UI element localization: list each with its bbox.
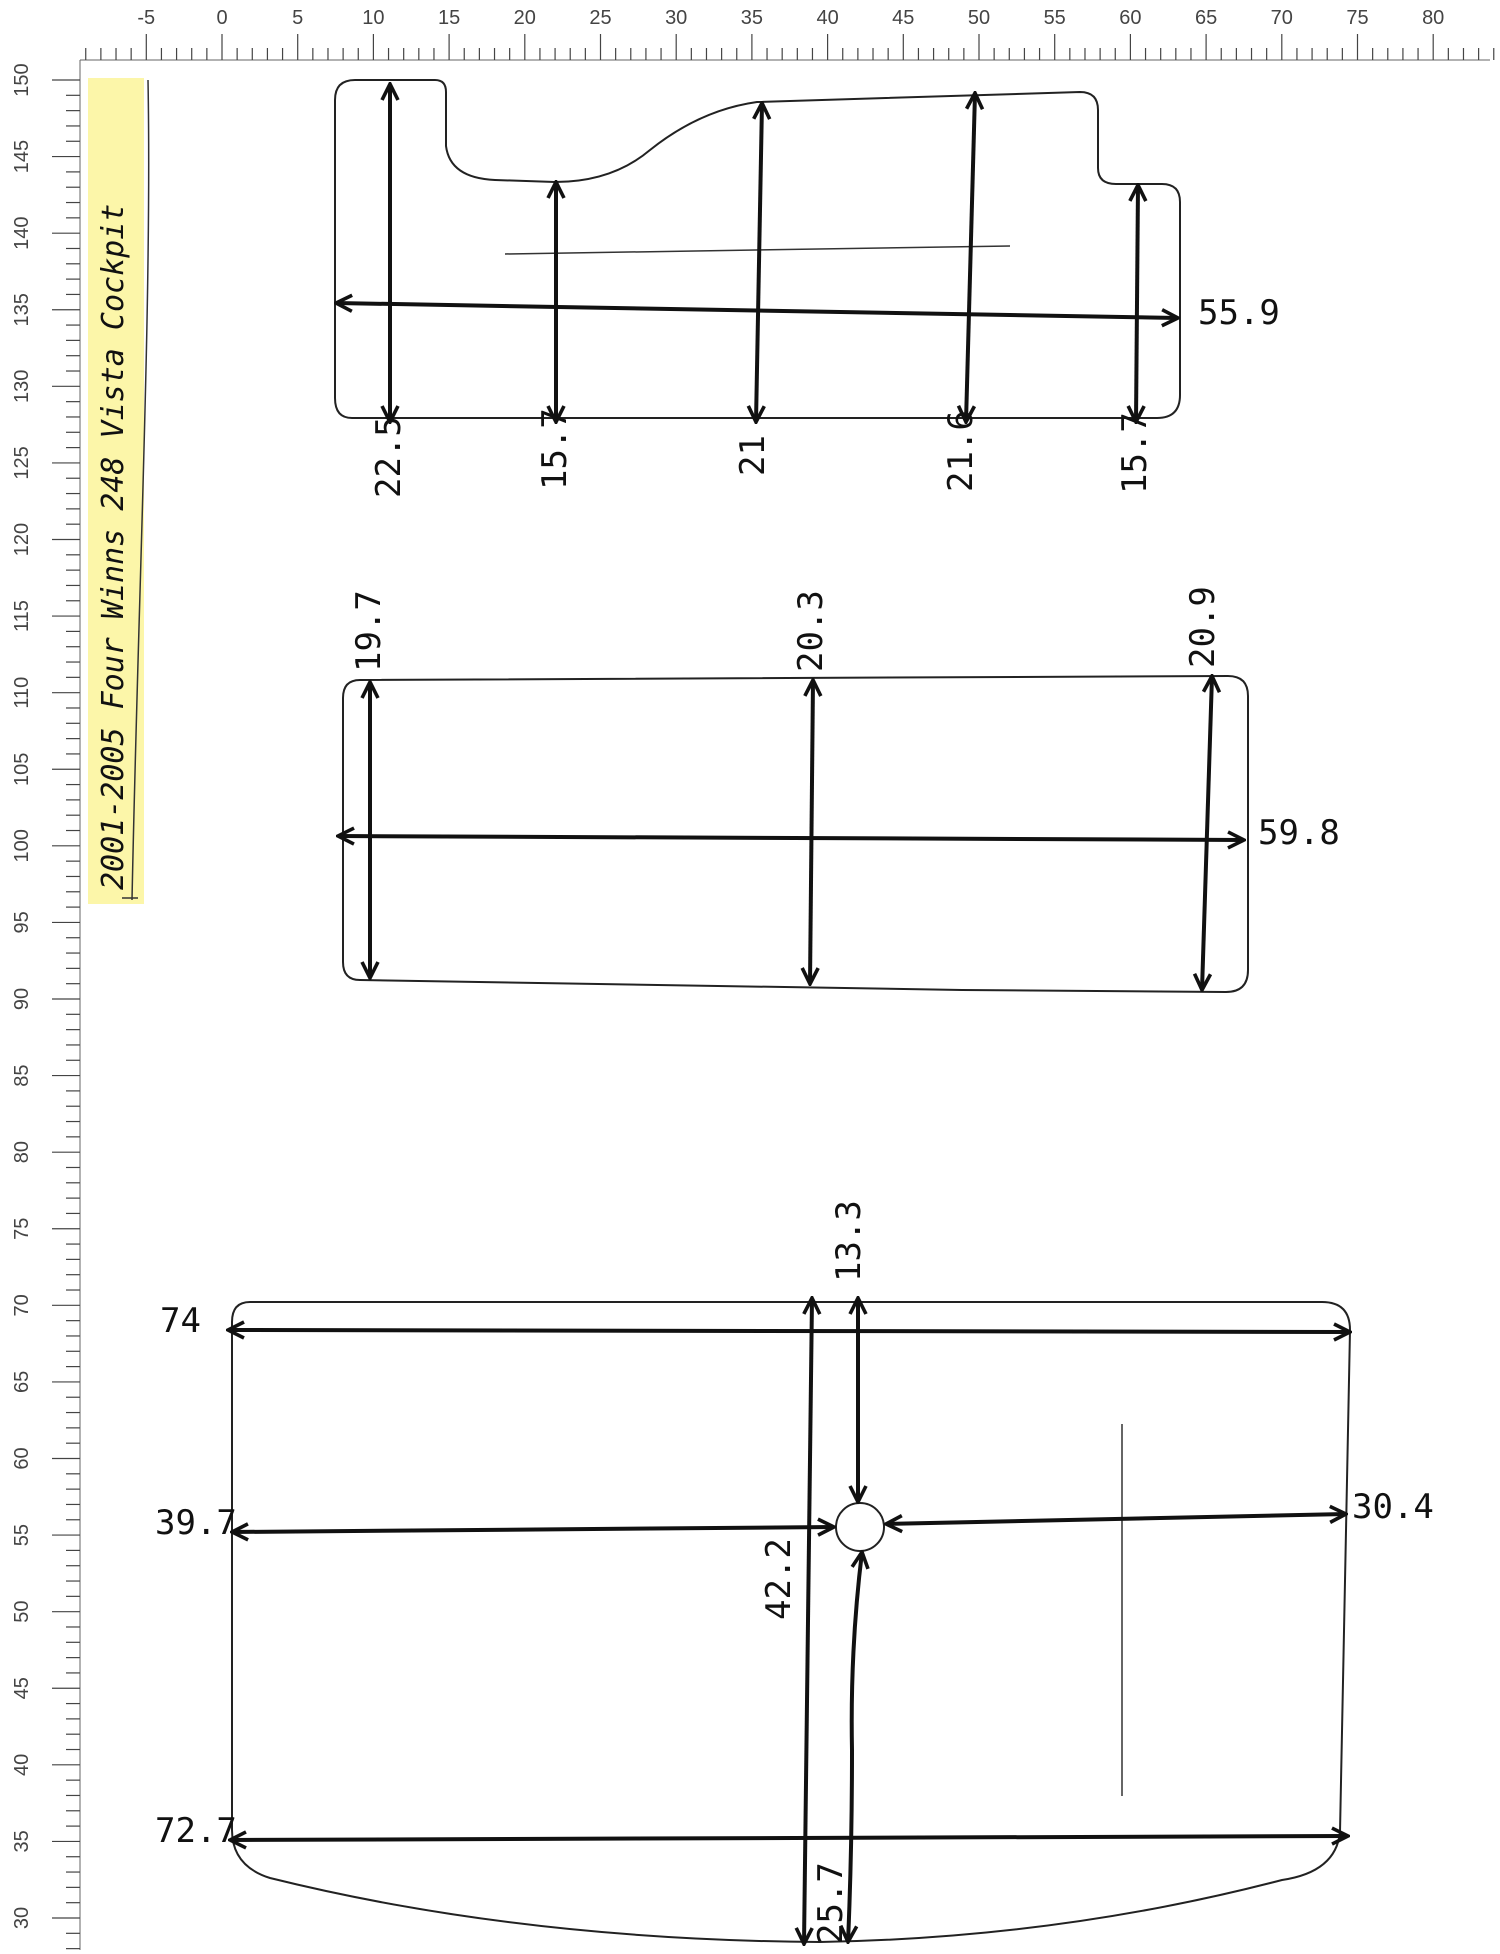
ruler-label: 85 — [11, 1064, 33, 1087]
ruler-label: 120 — [11, 522, 33, 557]
bottom-piece — [155, 1200, 1434, 1944]
middle-width-label: 59.8 — [1258, 813, 1340, 853]
middle-height-label-3: 20.9 — [1183, 586, 1223, 668]
hole-left-label: 39.7 — [155, 1503, 237, 1543]
ruler-label: 5 — [292, 7, 304, 29]
top-ruler — [80, 7, 1494, 60]
ruler-label: 15 — [437, 7, 461, 29]
ruler-label: 110 — [11, 676, 33, 709]
middle-height-label-1: 19.7 — [349, 590, 389, 672]
left-ruler — [11, 60, 80, 1950]
top-height-label-2: 15.7 — [535, 408, 575, 490]
ruler-label: 75 — [1346, 7, 1369, 29]
ruler-label: 60 — [11, 1447, 33, 1470]
ruler-label: 55 — [1043, 7, 1066, 29]
ruler-label: 25 — [589, 7, 612, 29]
hole-right-arrow — [886, 1514, 1346, 1524]
top-height-arrow-3 — [756, 103, 762, 422]
middle-width-arrow — [338, 836, 1244, 840]
bottom-top-width-label: 74 — [160, 1301, 201, 1341]
ruler-label: 40 — [11, 1753, 33, 1776]
top-height-label-3: 21 — [733, 435, 773, 476]
middle-piece-outline — [343, 676, 1248, 992]
ruler-label: 80 — [11, 1141, 33, 1164]
bottom-width-label: 72.7 — [155, 1811, 237, 1851]
ruler-label: 40 — [816, 7, 839, 29]
ruler-label: 0 — [216, 7, 228, 29]
hole-left-arrow — [232, 1527, 834, 1532]
ruler-label: 80 — [1422, 7, 1445, 29]
ruler-label: 45 — [11, 1677, 33, 1700]
ruler-label: 150 — [11, 63, 33, 97]
bottom-piece-outline — [232, 1302, 1350, 1942]
ruler-label: 65 — [1194, 7, 1218, 29]
top-height-label-1: 22.5 — [369, 416, 409, 498]
ruler-label: 115 — [11, 600, 33, 633]
total-height-label: 42.2 — [759, 1538, 799, 1620]
ruler-label: 90 — [11, 987, 33, 1011]
ruler-label: 20 — [513, 7, 536, 29]
middle-height-arrow-2 — [810, 680, 813, 984]
ruler-label: 45 — [892, 7, 915, 29]
top-piece — [335, 80, 1280, 498]
middle-piece — [338, 586, 1340, 992]
ruler-label: 140 — [11, 216, 33, 250]
ruler-label: 10 — [362, 7, 385, 29]
ruler-label: 30 — [665, 7, 688, 29]
ruler-label: 125 — [11, 446, 33, 480]
ruler-label: 35 — [740, 7, 764, 29]
total-height-arrow — [804, 1298, 812, 1944]
ruler-label: 65 — [11, 1370, 33, 1394]
ruler-label: 70 — [11, 1294, 33, 1317]
top-height-label-4: 21.6 — [941, 410, 981, 492]
bottom-hole — [836, 1503, 884, 1551]
hole-bottom-label: 25.7 — [811, 1862, 851, 1944]
top-width-label: 55.9 — [1198, 293, 1280, 333]
ruler-label: 75 — [11, 1217, 33, 1240]
top-height-label-5: 15.7 — [1115, 412, 1155, 494]
middle-height-arrow-3 — [1202, 676, 1212, 990]
bottom-top-width-arrow — [228, 1330, 1350, 1332]
hole-top-label: 13.3 — [829, 1200, 869, 1282]
ruler-label: 30 — [11, 1906, 33, 1930]
ruler-label: 145 — [11, 139, 33, 174]
middle-height-label-2: 20.3 — [791, 590, 831, 672]
ruler-label: 135 — [11, 293, 33, 327]
ruler-label: 95 — [11, 911, 33, 934]
ruler-label: 50 — [967, 7, 991, 29]
hole-right-label: 30.4 — [1352, 1487, 1434, 1527]
ruler-label: 50 — [11, 1600, 33, 1623]
bottom-width-arrow — [230, 1836, 1348, 1840]
ruler-label: 35 — [11, 1830, 33, 1853]
ruler-label: -5 — [137, 7, 156, 29]
top-height-arrow-5 — [1136, 185, 1138, 422]
title-text: 2001-2005 Four Winns 248 Vista Cockpit — [96, 203, 131, 890]
top-height-arrow-4 — [966, 93, 975, 422]
ruler-label: 105 — [11, 752, 33, 786]
ruler-label: 100 — [11, 829, 33, 863]
title-block — [88, 78, 149, 904]
ruler-label: 130 — [11, 369, 33, 404]
ruler-label: 60 — [1119, 7, 1142, 29]
ruler-label: 70 — [1270, 7, 1293, 29]
ruler-label: 55 — [11, 1523, 33, 1547]
